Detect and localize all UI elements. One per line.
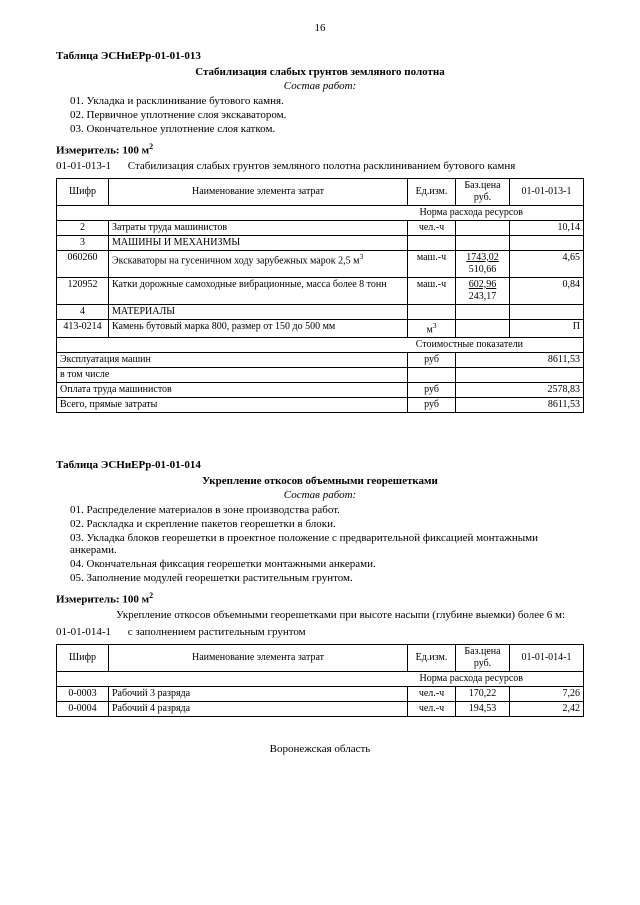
band-row-norm: [57, 205, 584, 220]
band-norm-014: Норма расхода ресурсов: [57, 672, 584, 687]
section-014: [56, 459, 584, 717]
cell-price: 170,22: [456, 687, 510, 702]
cell-price-sub: 510,66: [468, 263, 497, 275]
col-unit: Ед.изм.: [408, 178, 456, 205]
col-name: Наименование элемента затрат: [109, 645, 408, 672]
cost-unit: [408, 367, 456, 382]
col-name: Наименование элемента затрат: [109, 178, 408, 205]
cell-shifr: 060260: [57, 250, 109, 277]
cost-row: [57, 382, 584, 397]
cell-name: Рабочий 4 разряда: [109, 702, 408, 717]
code-line-014: [56, 626, 584, 638]
code-line-013: [56, 160, 584, 172]
page-footer: Воронежская область: [269, 743, 371, 756]
work-item: 01. Распределение материалов в зоне производства работ.: [70, 503, 340, 516]
cell-norm: 0,84: [510, 277, 584, 304]
table-row: [57, 235, 584, 250]
cell-unit: чел.-ч: [408, 687, 456, 702]
cell-shifr: 2: [57, 220, 109, 235]
table-row: [57, 304, 584, 319]
code-014: 01-01-014-1: [56, 626, 111, 639]
cell-norm: П: [510, 319, 584, 337]
cost-name: в том числе: [57, 367, 408, 382]
section-013: [56, 50, 584, 413]
note-014: Укрепление откосов объемными георешетками при высоте насыпи (глубине выемки) более 6 м:: [116, 608, 566, 621]
cell-norm: 10,14: [510, 220, 584, 235]
table-label-014: Таблица ЭСНиЕРр-01-01-014: [56, 458, 201, 471]
code-desc-013: Стабилизация слабых грунтов земляного полотна расклиниванием бутового камня: [127, 159, 516, 172]
band-cost-013: Стоимостные показатели: [57, 337, 584, 352]
cell-shifr: 0-0004: [57, 702, 109, 717]
work-item: 02. Первичное уплотнение слоя экскаватором.: [70, 109, 287, 121]
table-title-014: Укрепление откосов объемными георешетками: [202, 474, 438, 487]
cost-value: 8611,53: [456, 397, 584, 412]
work-item: 03. Укладка блоков георешетки в проектное положение с предварительной фиксацией монтажными анкерами.: [70, 531, 539, 556]
work-item: 04. Окончательная фиксация георешетки монтажными анкерами.: [70, 557, 376, 570]
cell-unit: маш.-ч: [408, 277, 456, 304]
cell-price-base: 602,96: [468, 278, 497, 290]
cost-row: [57, 397, 584, 412]
table-row: [57, 702, 584, 717]
table-header-row: [57, 645, 584, 672]
works-header-013: Состав работ:: [283, 80, 357, 92]
cell-name: Затраты труда машинистов: [109, 220, 408, 235]
cost-name: Оплата труда машинистов: [57, 382, 408, 397]
col-price: Баз.цена руб.: [456, 178, 510, 205]
cell-shifr: 413-0214: [57, 319, 109, 337]
cell-shifr: 4: [57, 304, 109, 319]
cost-value: 2578,83: [456, 382, 584, 397]
cost-row: [57, 367, 584, 382]
code-013: 01-01-013-1: [56, 159, 111, 172]
work-item: 05. Заполнение модулей георешетки растительным грунтом.: [70, 571, 353, 584]
band-row-cost: [57, 337, 584, 352]
cell-price: 194,53: [456, 702, 510, 717]
meter-014: [56, 591, 584, 606]
cell-price: [456, 250, 510, 277]
cost-name: Всего, прямые затраты: [57, 397, 408, 412]
estimate-table-014: [56, 644, 584, 717]
cell-unit: $м^3$: [408, 319, 456, 337]
cell-shifr: 120952: [57, 277, 109, 304]
cell-unit: чел.-ч: [408, 702, 456, 717]
table-row: [57, 250, 584, 277]
col-price: Баз.цена руб.: [456, 645, 510, 672]
cell-unit: [408, 235, 456, 250]
cell-price: [456, 304, 510, 319]
cell-norm: 7,26: [510, 687, 584, 702]
cost-unit: руб: [408, 382, 456, 397]
cell-shifr: 0-0003: [57, 687, 109, 702]
table-row: [57, 319, 584, 337]
table-header-row: [57, 178, 584, 205]
work-item: 02. Раскладка и скрепление пакетов георешетки в блоки.: [70, 517, 336, 530]
cell-unit: маш.-ч: [408, 250, 456, 277]
cell-norm: [510, 304, 584, 319]
cell-name: Экскаваторы на гусеничном ходу зарубежных марок 2,5 $м^3$: [109, 250, 408, 277]
cell-name: Катки дорожные самоходные вибрационные, масса более 8 тонн: [109, 277, 408, 304]
col-unit: Ед.изм.: [408, 645, 456, 672]
cost-value: 8611,53: [456, 352, 584, 367]
estimate-table-013: [56, 178, 584, 413]
cell-name: Камень бутовый марка 800, размер от 150 до 500 мм: [109, 319, 408, 337]
page-number: 16: [314, 22, 326, 34]
cell-unit: [408, 304, 456, 319]
col-shifr: Шифр: [57, 178, 109, 205]
cell-shifr: 3: [57, 235, 109, 250]
col-shifr: Шифр: [57, 645, 109, 672]
cell-price: [456, 319, 510, 337]
cell-name: МАТЕРИАЛЫ: [109, 304, 408, 319]
code-desc-014: с заполнением растительным грунтом: [127, 626, 306, 639]
cell-norm: 4,65: [510, 250, 584, 277]
meter-label: Измеритель: 100 м: [56, 144, 150, 157]
table-row: [57, 277, 584, 304]
cell-price: [456, 277, 510, 304]
cell-unit: чел.-ч: [408, 220, 456, 235]
cell-name: МАШИНЫ И МЕХАНИЗМЫ: [109, 235, 408, 250]
cost-name: Эксплуатация машин: [57, 352, 408, 367]
cell-price: [456, 220, 510, 235]
meter-013: [56, 142, 584, 157]
band-row-norm: [57, 672, 584, 687]
work-item: 01. Укладка и расклинивание бутового камня.: [70, 95, 284, 107]
section-gap: [56, 413, 584, 459]
table-row: [57, 220, 584, 235]
cost-value: [456, 367, 584, 382]
table-label-013: Таблица ЭСНиЕРр-01-01-013: [56, 50, 201, 62]
cost-unit: руб: [408, 352, 456, 367]
table-title-013: Стабилизация слабых грунтов земляного полотна: [195, 66, 445, 78]
cell-name: Рабочий 3 разряда: [109, 687, 408, 702]
cell-price-sub: 243,17: [468, 290, 497, 302]
col-norm: 01-01-014-1: [510, 645, 584, 672]
col-norm: 01-01-013-1: [510, 178, 584, 205]
cost-unit: руб: [408, 397, 456, 412]
works-header-014: Состав работ:: [283, 488, 357, 501]
table-row: [57, 687, 584, 702]
band-norm-013: Норма расхода ресурсов: [57, 205, 584, 220]
meter-sup: 2: [149, 142, 154, 151]
work-item: 03. Окончательное уплотнение слоя катком.: [70, 123, 276, 135]
cell-price-base: 1743,02: [466, 251, 499, 263]
cell-norm: [510, 235, 584, 250]
meter-label: Измеритель: 100 м: [56, 593, 150, 606]
cell-price: [456, 235, 510, 250]
cost-row: [57, 352, 584, 367]
meter-sup: 2: [149, 590, 154, 600]
cell-norm: 2,42: [510, 702, 584, 717]
